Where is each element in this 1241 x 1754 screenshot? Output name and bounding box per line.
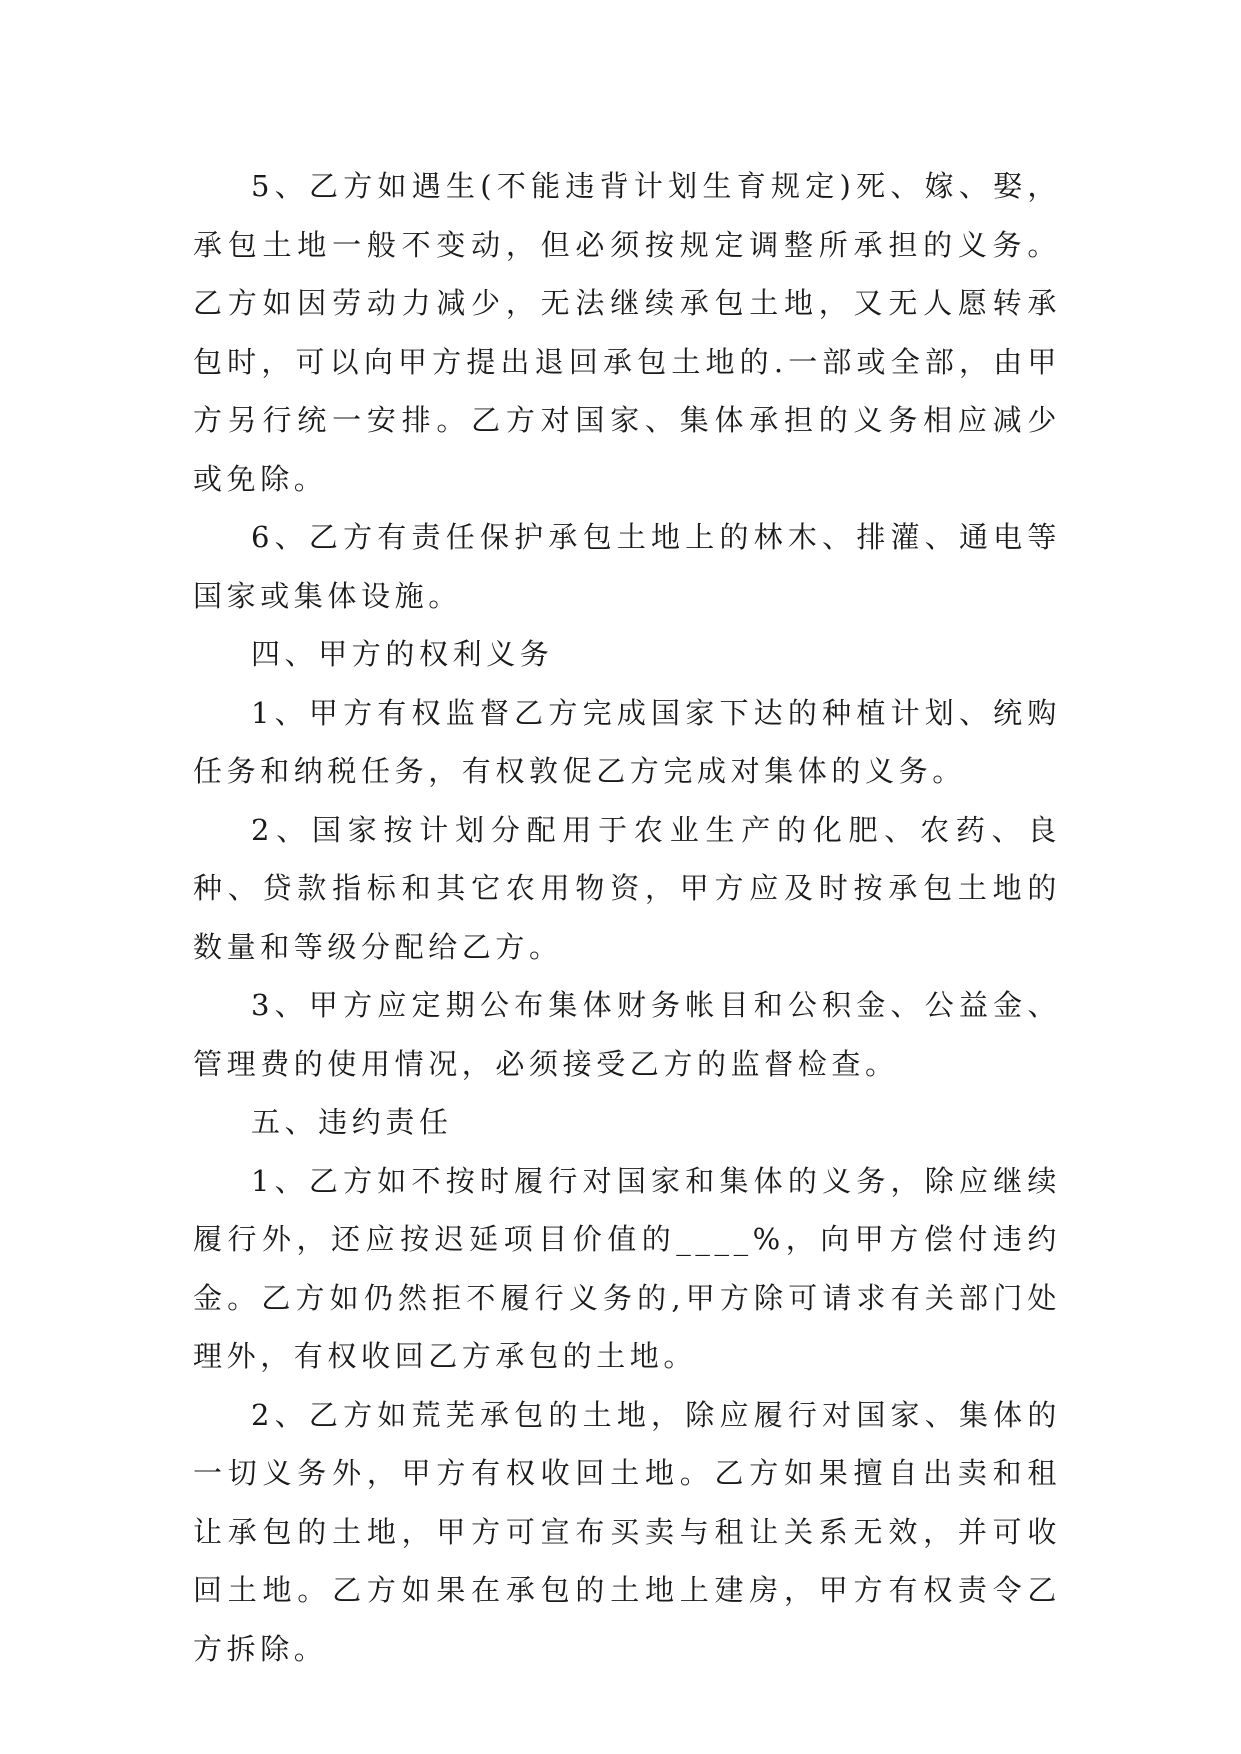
paragraph-liability-2: 2、乙方如荒芜承包的土地，除应履行对国家、集体的一切义务外，甲方有权收回土地。乙方如果擅自出卖和租让承包的土地，甲方可宣布买卖与租让关系无效，并可收回土地。乙方如果在承包的土地上建房，甲方有权责令乙方拆除。 [193,1397,1061,1666]
paragraph-party-a-1: 1、甲方有权监督乙方完成国家下达的种植计划、统购任务和纳税任务，有权敦促乙方完成对集体的义务。 [193,695,1061,788]
paragraph-party-a-3: 3、甲方应定期公布集体财务帐目和公积金、公益金、管理费的使用情况，必须接受乙方的监督检查。 [193,988,1061,1081]
paragraph-liability-1: 1、乙方如不按时履行对国家和集体的义务，除应继续履行外，还应按迟延项目价值的____%，向甲方偿付违约金。乙方如仍然拒不履行义务的,甲方除可请求有关部门处理外，有权收回乙方承包的土地。 [193,1163,1061,1373]
section-heading-liability: 五、违约责任 [251,1105,453,1139]
paragraph-clause-5: 5、乙方如遇生(不能违背计划生育规定)死、嫁、娶，承包土地一般不变动，但必须按规定调整所承担的义务。乙方如因劳动力减少，无法继续承包土地，又无人愿转承包时，可以向甲方提出退回承包土地的.一部或全部，由甲方另行统一安排。乙方对国家、集体承担的义务相应减少或免除。 [193,169,1061,496]
paragraph-clause-6: 6、乙方有责任保护承包土地上的林木、排灌、通电等国家或集体设施。 [193,520,1061,613]
document-body [193,157,1061,1678]
paragraph-party-a-2: 2、国家按计划分配用于农业生产的化肥、农药、良种、贷款指标和其它农用物资，甲方应及时按承包土地的数量和等级分配给乙方。 [193,812,1061,964]
section-heading-party-a-rights: 四、甲方的权利义务 [251,637,554,671]
